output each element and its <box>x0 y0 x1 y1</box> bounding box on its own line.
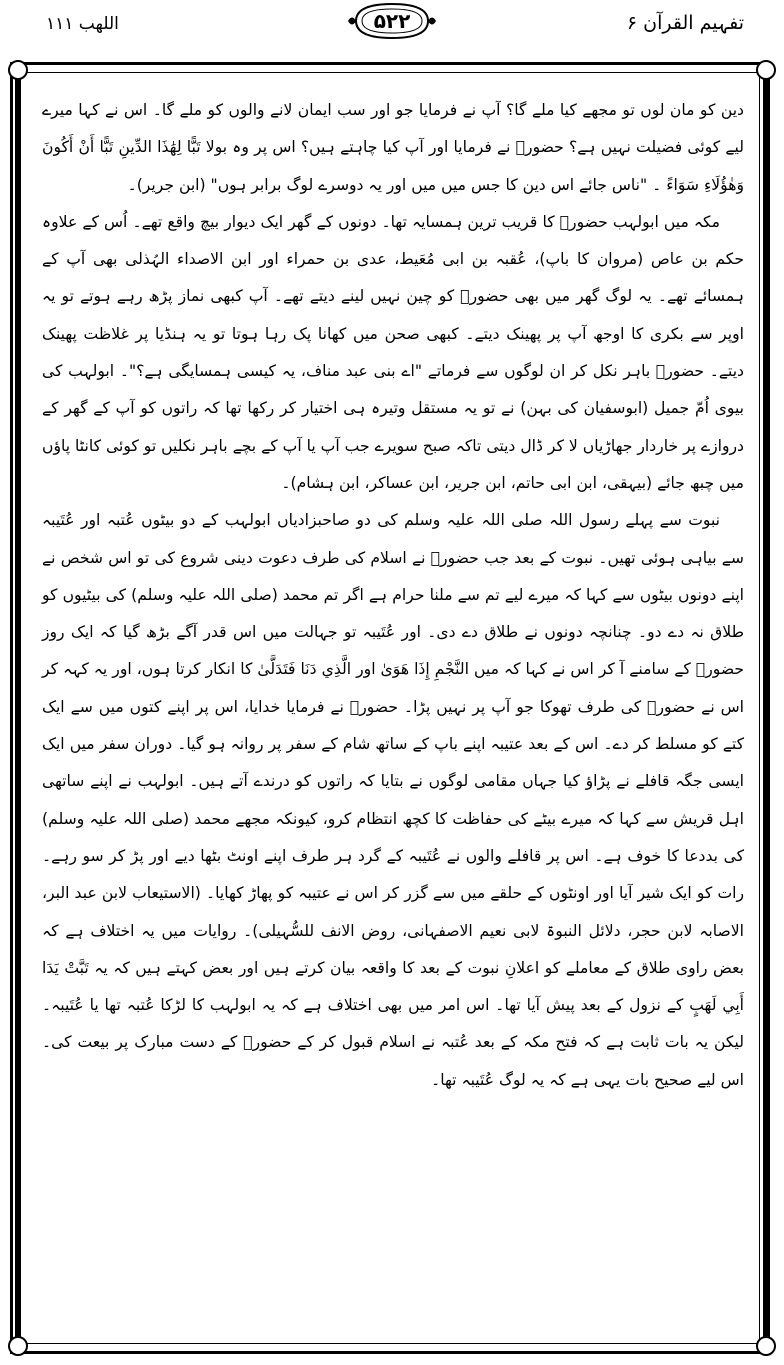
corner-ornament-icon <box>8 1336 28 1356</box>
right-column-bar <box>763 72 769 1344</box>
left-column-bar <box>15 72 21 1344</box>
corner-ornament-icon <box>8 60 28 80</box>
page-number-cartouche <box>346 0 438 42</box>
paragraph: مکہ میں ابولہب حضورؐ کا قریب ترین ہمسایہ تھا۔ دونوں کے گھر ایک دیوار بیچ واقع تھے۔ اُس کے علاوہ حکم بن عاص (مروان کا باپ)، عُقبہ بن ابی مُعَیط، عدی بن حمراء اور ابن الاصداء الہُذلی بھی آپ کے ہمسائے تھے۔ یہ لوگ گھر میں بھی حضورؐ کو چین نہیں لینے دیتے تھے۔ آپ کبھی نماز پڑھ رہے ہوتے تو یہ اوپر سے بکری کا اوجھ آپ پر پھینک دیتے۔ کبھی صحن میں کھانا پک رہا ہوتا تو یہ ہنڈیا پر غلاظت پھینک دیتے۔ حضورؐ باہر نکل کر ان لوگوں سے فرماتے "اے بنی عبد مناف، یہ کیسی ہمسایگی ہے؟"۔ ابولہب کی بیوی اُمّ جمیل (ابوسفیان کی بہن) نے تو یہ مستقل وتیرہ ہی اختیار کر رکھا تھا کہ راتوں کو آپ کے گھر کے دروازے پر خاردار جھاڑیاں لا کر ڈال دیتی تاکہ صبح سویرے جب آپ یا آپ کے بچے باہر نکلیں تو کوئی کانٹا پاؤں میں چبھ جائے (بیہقی، ابن ابی حاتم، ابن جریر، ابن عساکر، ابن ہشام)۔ <box>42 212 744 492</box>
corner-ornament-icon <box>756 1336 776 1356</box>
page-number: ۵۲۲ <box>373 9 411 33</box>
page-header <box>0 0 784 58</box>
corner-ornament-icon <box>756 60 776 80</box>
paragraph: نبوت سے پہلے رسول اللہ صلی اللہ علیہ وسلم کی دو صاحبزادیاں ابولہب کے دو بیٹوں عُتبہ اور عُتَیبہ سے بیاہی ہوئی تھیں۔ نبوت کے بعد جب حضورؐ نے اسلام کی طرف دعوت دینی شروع کی تو اس شخص نے اپنے دونوں بیٹوں سے کہا کہ میرے لیے تم سے ملنا حرام ہے اگر تم محمد (صلی اللہ علیہ وسلم) کی بیٹیوں کو طلاق نہ دے دو۔ چنانچہ دونوں نے طلاق دے دی۔ اور عُتَیبہ تو جہالت میں اس قدر آگے بڑھ گیا کہ ایک روز حضورؐ کے سامنے آ کر اس نے کہا کہ میں النَّجْمِ إِذَا هَوَىٰ اور الَّذِي دَنَا فَتَدَلَّىٰ کا انکار کرتا ہوں، اور یہ کہہ کر اس نے حضورؐ کی طرف تھوکا جو آپ پر نہیں پڑا۔ حضورؐ نے فرمایا خدایا، اس پر اپنے کتوں میں سے ایک کتے کو مسلط کر دے۔ اس کے بعد عتیبہ اپنے باپ کے ساتھ شام کے سفر پر روانہ ہو گیا۔ دوران سفر میں ایک ایسی جگہ قافلے نے پڑاؤ کیا جہاں مقامی لوگوں نے بتایا کہ راتوں کو درندے آتے ہیں۔ ابولہب نے اپنے ساتھی اہل قریش سے کہا کہ میرے بیٹے کی حفاظت کا کچھ انتظام کرو، کیونکہ مجھے محمد (صلی اللہ علیہ وسلم) کی بددعا کا خوف ہے۔ اس پر قافلے والوں نے عُتَیبہ کے گرد ہر طرف اپنے اونٹ بٹھا دیے اور پڑ کر سو رہے۔ رات کو ایک شیر آیا اور اونٹوں کے حلقے میں سے گزر کر اس نے عتیبہ کو پھاڑ کھایا۔ (الاستیعاب لابن عبد البر، الاصابہ لابن حجر، دلائل النبوۃ لابی نعیم الاصفہانی، روض الانف للسُّہیلی)۔ روایات میں یہ اختلاف ہے کہ بعض راوی طلاق کے معاملے کو اعلانِ نبوت کے بعد کا واقعہ بیان کرتے ہیں اور بعض کہتے ہیں کہ یہ تَبَّتْ يَدَا أَبِي لَهَبٍ کے نزول کے بعد پیش آیا تھا۔ اس امر میں بھی اختلاف ہے کہ یہ ابولہب کا لڑکا عُتبہ تھا یا عُتَیبہ۔ لیکن یہ بات ثابت ہے کہ فتح مکہ کے بعد عُتبہ نے اسلام قبول کر کے حضورؐ کے دست مبارک پر بیعت کی۔ اس لیے صحیح بات یہی ہے کہ یہ لوگ عُتَیبہ تھا۔ <box>42 511 744 1089</box>
surah-label: اللھب ۱۱۱ <box>46 14 119 34</box>
book-title: تفہیم القرآن ۶ <box>626 12 744 34</box>
page-body-text <box>42 92 744 1332</box>
paragraph: دین کو مان لوں تو مجھے کیا ملے گا؟ آپ نے فرمایا جو اور سب ایمان لانے والوں کو ملے گا۔ اس نے کہا میرے لیے کوئی فضیلت نہیں ہے؟ حضورؐ نے فرمایا اور آپ کیا چاہتے ہیں؟ اس پر وہ بولا تَبًّا لِهَٰذَا الدِّينِ تَبًّا أَنْ أَكُونَ وَهٰؤُلَاءِ سَوَاءً ۔ "ناس جائے اس دین کا جس میں میں اور یہ دوسرے لوگ برابر ہوں" (ابن جریر)۔ <box>42 101 744 194</box>
